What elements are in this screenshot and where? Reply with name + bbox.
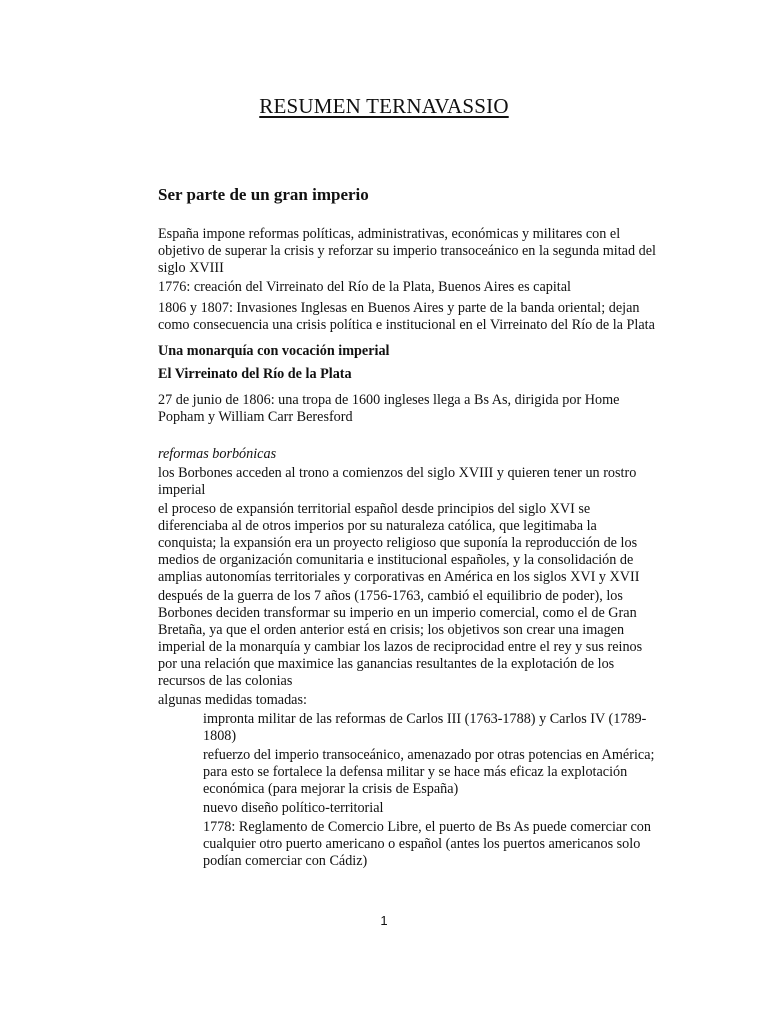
paragraph-invasiones: 1806 y 1807: Invasiones Inglesas en Buenos Aires y parte de la banda oriental; dejan como consecuencia una crisis política e institucional en el Virreinato del Río de la Plata — [158, 300, 655, 333]
measure-item: impronta militar de las reformas de Carlos III (1763-1788) y Carlos IV (1789-1808) — [203, 711, 647, 744]
paragraph-expansion: el proceso de expansión territorial español desde principios del siglo XVI se diferenciaba al de otros imperios por su naturaleza católica, que legitimaba la conquista; la expansión era un proyecto religioso que suponía la reproducción de los medios de organización comunitaria e institucional españoles, y la consolidación de amplias autonomías territoriales y corporativas en América en los siglos XVI y XVII — [158, 501, 640, 585]
measure-item: 1778: Reglamento de Comercio Libre, el puerto de Bs As puede comerciar con cualquier otro puerto americano o español (antes los puertos americanos solo podían comerciar con Cádiz) — [203, 819, 651, 869]
page-number: 1 — [380, 913, 388, 928]
paragraph-1806: 27 de junio de 1806: una tropa de 1600 ingleses llega a Bs As, dirigida por Home Popham y William Carr Beresford — [158, 392, 620, 425]
subheading-virreinato: El Virreinato del Río de la Plata — [158, 366, 352, 382]
reformas-borbonicas-label: reformas borbónicas — [158, 446, 277, 462]
intro-paragraph: España impone reformas políticas, administrativas, económicas y militares con el objetivo de superar la crisis y reforzar su imperio transoceánico en la segunda mitad del siglo XVIII — [158, 226, 656, 276]
document-content — [158, 184, 658, 872]
document-title: RESUMEN TERNAVASSIO — [259, 94, 509, 118]
section-heading: Ser parte de un gran imperio — [158, 185, 369, 204]
subheading-monarquia: Una monarquía con vocación imperial — [158, 343, 390, 359]
paragraph-medidas: algunas medidas tomadas: — [158, 692, 307, 708]
measure-item: nuevo diseño político-territorial — [203, 800, 384, 816]
paragraph-guerra: después de la guerra de los 7 años (1756-1763, cambió el equilibrio de poder), los Borbones deciden transformar su imperio en un imperio comercial, como el de Gran Bretaña, ya que el orden anterior está en crisis; los objetivos son crear una imagen imperial de la monarquía y cambiar los lazos de reciprocidad entre el rey y sus reinos por una relación que maximice las ganancias resultantes de la explotación de los recursos de las colonias — [158, 588, 643, 689]
paragraph-borbones: los Borbones acceden al trono a comienzos del siglo XVIII y quieren tener un rostro imperial — [158, 465, 637, 498]
measure-item: refuerzo del imperio transoceánico, amenazado por otras potencias en América; para esto se fortalece la defensa militar y se hace más eficaz la explotación económica (para mejorar la crisis de España) — [203, 747, 655, 797]
paragraph-1776: 1776: creación del Virreinato del Río de la Plata, Buenos Aires es capital — [158, 279, 571, 295]
